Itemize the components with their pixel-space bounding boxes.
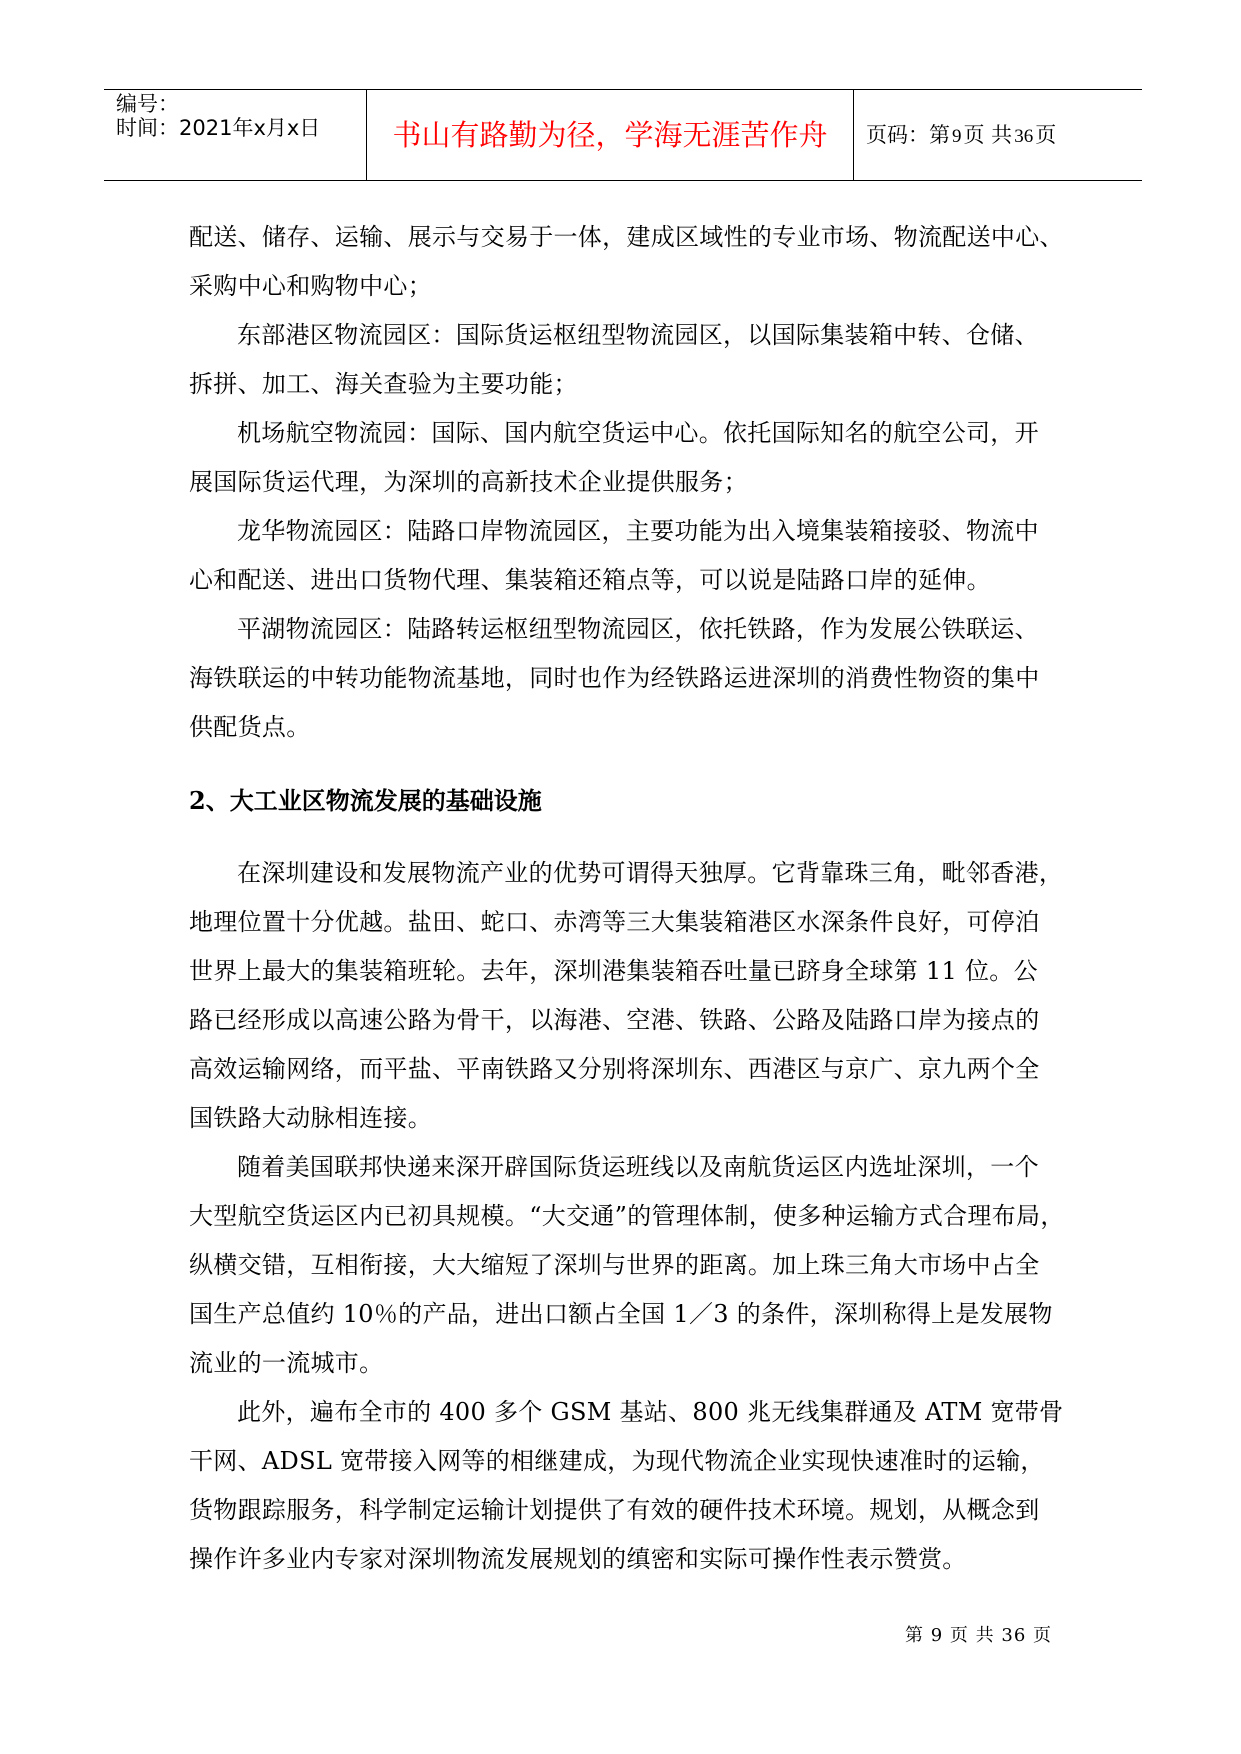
section-heading: 2、大工业区物流发展的基础设施 [189, 786, 542, 815]
body-line: 高效运输网络，而平盐、平南铁路又分别将深圳东、西港区与京广、京九两个全 [189, 1055, 1040, 1083]
page-mid: 页 共 [963, 123, 1013, 147]
document-number-label: 编号： [116, 92, 179, 116]
header-page-cell [854, 90, 1142, 180]
body-line: 国生产总值约 10％的产品，进出口额占全国 1／3 的条件，深圳称得上是发展物 [189, 1300, 1053, 1328]
body-line: 在深圳建设和发展物流产业的优势可谓得天独厚。它背靠珠三角，毗邻香港， [237, 859, 1064, 887]
body-line: 东部港区物流园区：国际货运枢纽型物流园区，以国际集装箱中转、仓储、 [237, 321, 1039, 349]
body-line: 心和配送、进出口货物代理、集装箱还箱点等，可以说是陆路口岸的延伸。 [189, 566, 991, 594]
body-line: 随着美国联邦快递来深开辟国际货运班线以及南航货运区内选址深圳，一个 [237, 1153, 1039, 1181]
body-line: 操作许多业内专家对深圳物流发展规划的缜密和实际可操作性表示赞赏。 [189, 1545, 967, 1573]
body-line: 世界上最大的集装箱班轮。去年，深圳港集装箱吞吐量已跻身全球第 11 位。公 [189, 957, 1038, 985]
spacer [189, 825, 1069, 849]
body-line: 地理位置十分优越。盐田、蛇口、赤湾等三大集装箱港区水深条件良好，可停泊 [189, 908, 1040, 936]
body-line: 平湖物流园区：陆路转运枢纽型物流园区，依托铁路，作为发展公铁联运、 [237, 615, 1039, 643]
body-line: 海铁联运的中转功能物流基地，同时也作为经铁路运进深圳的消费性物资的集中 [189, 664, 1040, 692]
spacer [189, 752, 1069, 776]
header-page-number [866, 123, 1056, 149]
page-footer: 第 9 页 共 36 页 [905, 1625, 1052, 1646]
body-line: 路已经形成以高速公路为骨干，以海港、空港、铁路、公路及陆路口岸为接点的 [189, 1006, 1040, 1034]
body-line: 配送、储存、运输、展示与交易于一体，建成区域性的专业市场、物流配送中心、 [189, 223, 1064, 251]
page-current: 9 [952, 126, 962, 147]
body-line: 展国际货运代理，为深圳的高新技术企业提供服务； [189, 468, 748, 496]
header-motto-cell [367, 90, 854, 180]
body-line: 供配货点。 [189, 713, 311, 741]
body-line: 流业的一流城市。 [189, 1349, 384, 1377]
page-total: 36 [1014, 126, 1034, 147]
body-line: 此外，遍布全市的 400 多个 GSM 基站、800 兆无线集群通及 ATM 宽带骨 [237, 1398, 1064, 1426]
body-line: 拆拼、加工、海关查验为主要功能； [189, 370, 578, 398]
header-motto: 书山有路勤为径，学海无涯苦作舟 [392, 118, 828, 152]
body-line: 纵横交错，互相衔接，大大缩短了深圳与世界的距离。加上珠三角大市场中占全 [189, 1251, 1040, 1279]
header-info-cell [104, 90, 367, 180]
body-line: 大型航空货运区内已初具规模。“大交通”的管理体制，使多种运输方式合理布局， [189, 1202, 1065, 1230]
body-line: 货物跟踪服务，科学制定运输计划提供了有效的硬件技术环境。规划，从概念到 [189, 1496, 1040, 1524]
document-body [189, 213, 1069, 1584]
document-header [104, 89, 1142, 181]
document-time: 时间：2021年x月x日 [116, 116, 321, 140]
body-line: 采购中心和购物中心； [189, 272, 432, 300]
page-prefix: 页码：第 [866, 123, 950, 147]
body-line: 干网、ADSL 宽带接入网等的相继建成，为现代物流企业实现快速准时的运输， [189, 1447, 1045, 1475]
body-line: 国铁路大动脉相连接。 [189, 1104, 432, 1132]
body-line: 机场航空物流园：国际、国内航空货运中心。依托国际知名的航空公司，开 [237, 419, 1039, 447]
page-suffix: 页 [1035, 123, 1057, 147]
body-line: 龙华物流园区：陆路口岸物流园区，主要功能为出入境集装箱接驳、物流中 [237, 517, 1039, 545]
